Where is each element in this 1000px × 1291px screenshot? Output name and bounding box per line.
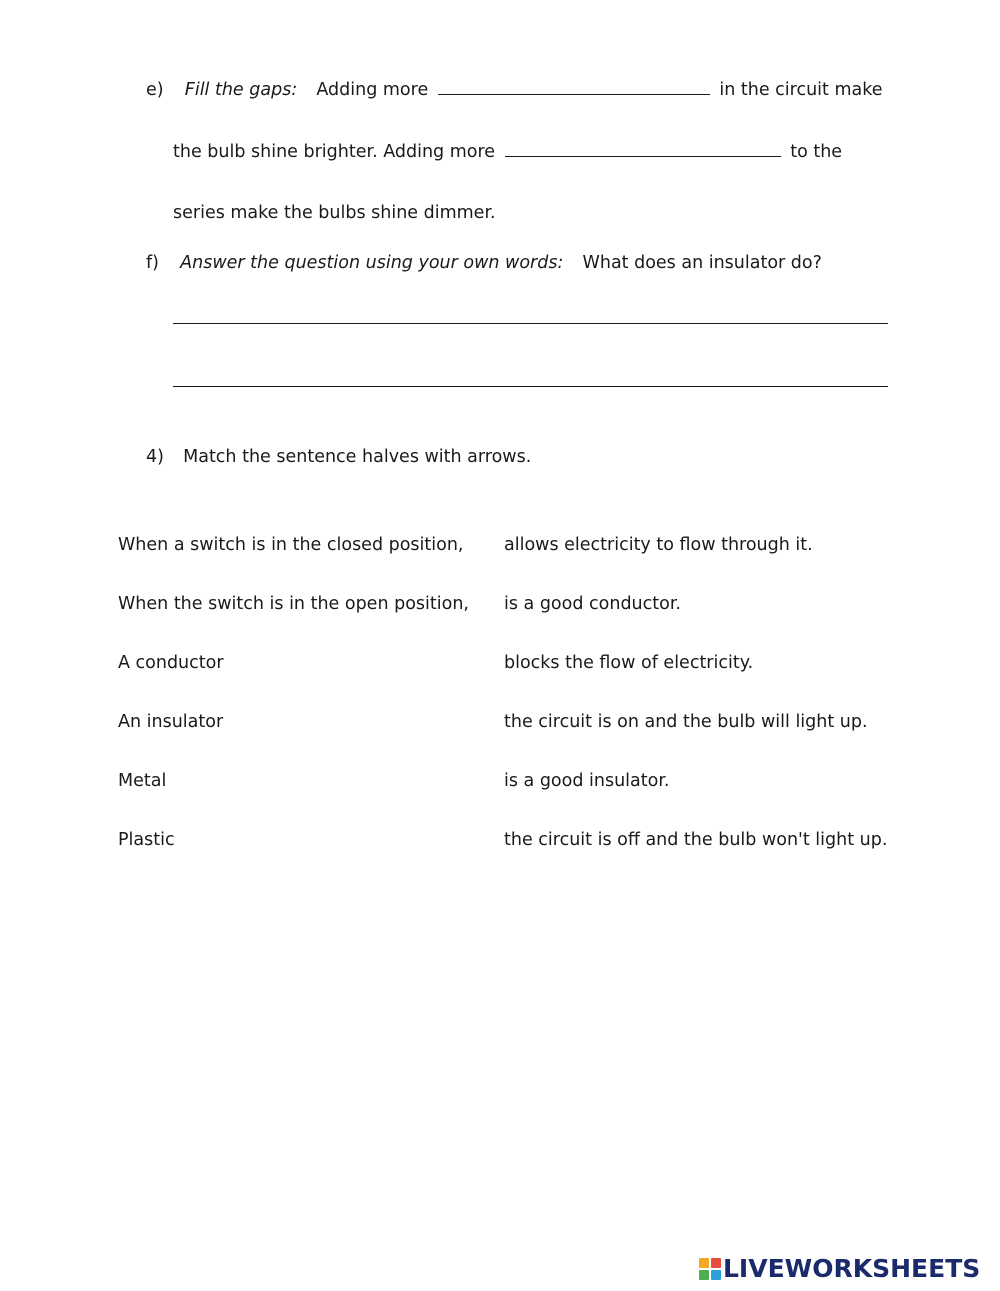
match-left-5[interactable]: Metal: [118, 771, 167, 791]
question-4-instruction: Match the sentence halves with arrows.: [183, 447, 532, 467]
question-e-marker: e): [146, 80, 164, 100]
question-e-line1-after: in the circuit make: [719, 80, 883, 100]
question-4-marker: 4): [146, 447, 164, 467]
match-left-4[interactable]: An insulator: [118, 712, 224, 732]
question-e-line1-before: Adding more: [316, 80, 429, 100]
logo-blocks-icon: [699, 1258, 721, 1280]
match-left-6[interactable]: Plastic: [118, 830, 175, 850]
match-right-1[interactable]: allows electricity to flow through it.: [504, 535, 813, 555]
question-e-line2-before: the bulb shine brighter. Adding more: [173, 142, 496, 162]
logo-text: LIVEWORKSHEETS: [723, 1254, 981, 1283]
question-e-line-2: [173, 140, 842, 164]
question-f-instruction: Answer the question using your own words:: [180, 253, 564, 273]
match-right-6[interactable]: the circuit is off and the bulb won't light up.: [504, 830, 888, 850]
answer-line-2[interactable]: [173, 386, 888, 387]
question-f-marker: f): [146, 253, 159, 273]
gap-2-blank[interactable]: [505, 140, 781, 157]
gap-1-blank[interactable]: [438, 78, 710, 95]
logo-block-3: [699, 1270, 709, 1280]
match-right-5[interactable]: is a good insulator.: [504, 771, 670, 791]
match-right-2[interactable]: is a good conductor.: [504, 594, 681, 614]
question-e-line-3: series make the bulbs shine dimmer.: [173, 203, 496, 223]
liveworksheets-logo: [699, 1254, 980, 1284]
question-f-question: What does an insulator do?: [582, 253, 822, 273]
match-right-3[interactable]: blocks the flow of electricity.: [504, 653, 754, 673]
logo-block-2: [711, 1258, 721, 1268]
question-e-line2-after: to the: [790, 142, 843, 162]
question-e-line-1: [146, 78, 883, 102]
question-4-line: [146, 445, 531, 469]
question-f-line: [146, 251, 822, 275]
question-e-instruction: Fill the gaps:: [184, 80, 298, 100]
match-left-3[interactable]: A conductor: [118, 653, 224, 673]
match-right-4[interactable]: the circuit is on and the bulb will light up.: [504, 712, 868, 732]
match-left-1[interactable]: When a switch is in the closed position,: [118, 535, 464, 555]
answer-line-1[interactable]: [173, 323, 888, 324]
match-left-2[interactable]: When the switch is in the open position,: [118, 594, 469, 614]
logo-block-1: [699, 1258, 709, 1268]
logo-block-4: [711, 1270, 721, 1280]
